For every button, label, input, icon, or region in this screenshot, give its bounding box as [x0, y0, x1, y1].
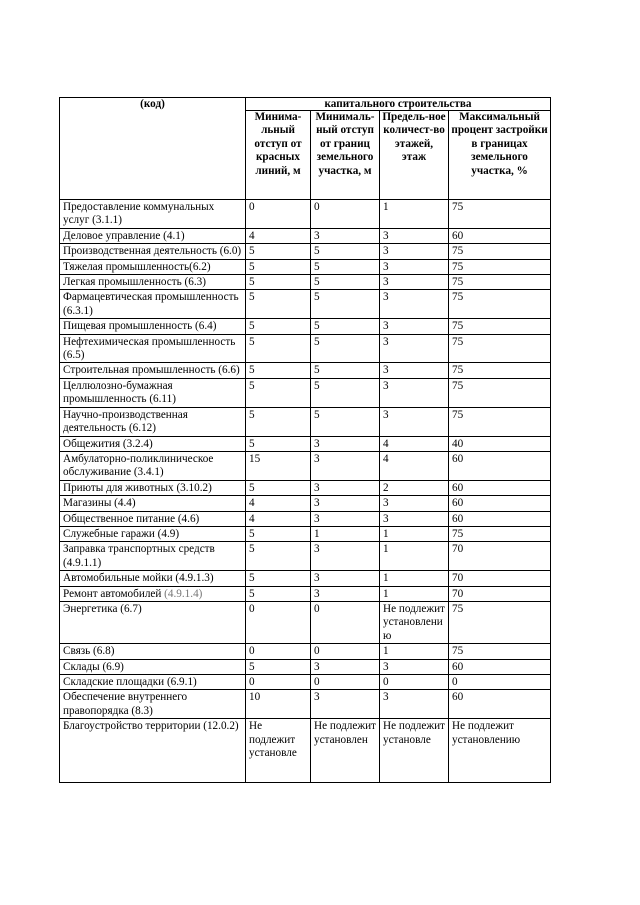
cell-coverage: Не подлежит установлению	[449, 719, 551, 783]
cell-red-line-setback: 5	[246, 319, 311, 334]
row-name: Пищевая промышленность (6.4)	[60, 319, 246, 334]
cell-red-line-setback: 5	[246, 659, 311, 674]
cell-boundary-setback: 5	[311, 378, 380, 407]
cell-floors: 3	[380, 659, 449, 674]
cell-coverage: 75	[449, 334, 551, 363]
cell-boundary-setback: 3	[311, 571, 380, 586]
table-row	[60, 407, 551, 436]
cell-floors: 3	[380, 275, 449, 290]
table-row	[60, 319, 551, 334]
cell-floors: 3	[380, 363, 449, 378]
cell-boundary-setback: 3	[311, 659, 380, 674]
cell-red-line-setback: 15	[246, 451, 311, 480]
cell-boundary-setback: 0	[311, 644, 380, 659]
cell-floors: 4	[380, 436, 449, 451]
cell-red-line-setback: 4	[246, 496, 311, 511]
cell-floors: 3	[380, 334, 449, 363]
cell-boundary-setback: 3	[311, 228, 380, 243]
row-name: Строительная промышленность (6.6)	[60, 363, 246, 378]
row-name	[60, 586, 246, 601]
cell-coverage: 75	[449, 363, 551, 378]
cell-boundary-setback: 5	[311, 363, 380, 378]
cell-floors: 3	[380, 690, 449, 719]
table-row	[60, 334, 551, 363]
cell-boundary-setback: 3	[311, 586, 380, 601]
cell-floors: 3	[380, 319, 449, 334]
cell-red-line-setback: 5	[246, 290, 311, 319]
table-row	[60, 451, 551, 480]
cell-red-line-setback: 5	[246, 334, 311, 363]
cell-coverage: 75	[449, 407, 551, 436]
cell-boundary-setback: 5	[311, 244, 380, 259]
cell-boundary-setback: 5	[311, 319, 380, 334]
cell-coverage: 75	[449, 200, 551, 229]
cell-boundary-setback: 3	[311, 511, 380, 526]
regulations-table	[59, 97, 551, 783]
header-group-row	[60, 98, 551, 111]
cell-boundary-setback: 5	[311, 407, 380, 436]
table-row	[60, 526, 551, 541]
row-name: Склады (6.9)	[60, 659, 246, 674]
row-name: Приюты для животных (3.10.2)	[60, 480, 246, 495]
cell-boundary-setback: Не подлежит установлен	[311, 719, 380, 783]
row-name: Связь (6.8)	[60, 644, 246, 659]
cell-floors: 1	[380, 571, 449, 586]
cell-red-line-setback: 5	[246, 259, 311, 274]
cell-coverage: 60	[449, 228, 551, 243]
cell-boundary-setback: 0	[311, 675, 380, 690]
cell-red-line-setback: 5	[246, 526, 311, 541]
cell-boundary-setback: 3	[311, 690, 380, 719]
cell-floors: 1	[380, 526, 449, 541]
cell-red-line-setback: 5	[246, 275, 311, 290]
cell-coverage: 60	[449, 659, 551, 674]
cell-coverage: 75	[449, 526, 551, 541]
cell-coverage: 75	[449, 244, 551, 259]
cell-floors: Не подлежит установле	[380, 719, 449, 783]
cell-coverage: 70	[449, 542, 551, 571]
cell-red-line-setback: 10	[246, 690, 311, 719]
cell-coverage: 60	[449, 511, 551, 526]
cell-boundary-setback: 1	[311, 526, 380, 541]
table-row	[60, 228, 551, 243]
row-name: Энергетика (6.7)	[60, 601, 246, 643]
column-header-boundary-setback: Минималь-ный отступ от границ земельного участка, м	[311, 111, 380, 200]
cell-red-line-setback: 5	[246, 407, 311, 436]
row-name: Амбулаторно-поликлиническое обслуживание (3.4.1)	[60, 451, 246, 480]
row-name: Общежития (3.2.4)	[60, 436, 246, 451]
cell-floors: 1	[380, 644, 449, 659]
row-name: Общественное питание (4.6)	[60, 511, 246, 526]
cell-coverage: 75	[449, 259, 551, 274]
cell-red-line-setback: 0	[246, 200, 311, 229]
table-row	[60, 542, 551, 571]
cell-floors: Не подлежит установлению	[380, 601, 449, 643]
cell-boundary-setback: 3	[311, 496, 380, 511]
table-row	[60, 200, 551, 229]
table-row	[60, 363, 551, 378]
row-name: Предоставление коммунальных услуг (3.1.1)	[60, 200, 246, 229]
cell-red-line-setback: 0	[246, 675, 311, 690]
cell-red-line-setback: 5	[246, 586, 311, 601]
row-name: Магазины (4.4)	[60, 496, 246, 511]
cell-boundary-setback: 3	[311, 451, 380, 480]
cell-coverage: 40	[449, 436, 551, 451]
table-row	[60, 275, 551, 290]
cell-coverage: 60	[449, 496, 551, 511]
group-header: капитального строительства	[246, 98, 551, 111]
cell-floors: 4	[380, 451, 449, 480]
cell-coverage: 0	[449, 675, 551, 690]
cell-red-line-setback: 5	[246, 436, 311, 451]
cell-boundary-setback: 3	[311, 436, 380, 451]
cell-coverage: 75	[449, 644, 551, 659]
cell-coverage: 75	[449, 290, 551, 319]
cell-floors: 2	[380, 480, 449, 495]
table-row	[60, 719, 551, 783]
cell-red-line-setback: 5	[246, 378, 311, 407]
cell-coverage: 60	[449, 690, 551, 719]
cell-coverage: 70	[449, 586, 551, 601]
row-name: Легкая промышленность (6.3)	[60, 275, 246, 290]
cell-boundary-setback: 0	[311, 601, 380, 643]
cell-floors: 3	[380, 259, 449, 274]
table-row	[60, 586, 551, 601]
cell-boundary-setback: 5	[311, 290, 380, 319]
table-row	[60, 675, 551, 690]
cell-red-line-setback: 0	[246, 644, 311, 659]
row-name: Автомобильные мойки (4.9.1.3)	[60, 571, 246, 586]
cell-floors: 3	[380, 228, 449, 243]
row-name: Научно-производственная деятельность (6.12)	[60, 407, 246, 436]
cell-boundary-setback: 0	[311, 200, 380, 229]
cell-floors: 3	[380, 511, 449, 526]
cell-boundary-setback: 5	[311, 334, 380, 363]
table-row	[60, 259, 551, 274]
cell-floors: 3	[380, 378, 449, 407]
cell-coverage: 75	[449, 378, 551, 407]
cell-coverage: 60	[449, 451, 551, 480]
cell-red-line-setback: 5	[246, 363, 311, 378]
cell-coverage: 75	[449, 601, 551, 643]
cell-red-line-setback: 0	[246, 601, 311, 643]
table-row	[60, 378, 551, 407]
cell-red-line-setback: 5	[246, 571, 311, 586]
cell-boundary-setback: 5	[311, 259, 380, 274]
cell-floors: 1	[380, 542, 449, 571]
row-name: Деловое управление (4.1)	[60, 228, 246, 243]
table-row	[60, 601, 551, 643]
code-column-header: (код)	[60, 98, 246, 200]
table-row	[60, 436, 551, 451]
cell-coverage: 75	[449, 319, 551, 334]
table-row	[60, 480, 551, 495]
column-header-floors: Предель-ное количест-во этажей, этаж	[380, 111, 449, 200]
row-name: Нефтехимическая промышленность (6.5)	[60, 334, 246, 363]
table-row	[60, 571, 551, 586]
cell-red-line-setback: 5	[246, 244, 311, 259]
table-row	[60, 511, 551, 526]
cell-floors: 3	[380, 407, 449, 436]
row-name: Фармацевтическая промышленность (6.3.1)	[60, 290, 246, 319]
cell-boundary-setback: 3	[311, 542, 380, 571]
cell-red-line-setback: 4	[246, 228, 311, 243]
row-name: Целлюлозно-бумажная промышленность (6.11)	[60, 378, 246, 407]
table-row	[60, 496, 551, 511]
cell-floors: 3	[380, 244, 449, 259]
cell-boundary-setback: 3	[311, 480, 380, 495]
cell-coverage: 75	[449, 275, 551, 290]
row-name: Благоустройство территории (12.0.2)	[60, 719, 246, 783]
column-header-coverage: Максимальный процент застройки в границах земельного участка, %	[449, 111, 551, 200]
row-name: Тяжелая промышленность(6.2)	[60, 259, 246, 274]
cell-coverage: 70	[449, 571, 551, 586]
row-name: Обеспечение внутреннего правопорядка (8.3)	[60, 690, 246, 719]
row-name-main: Ремонт автомобилей	[63, 587, 165, 600]
column-header-red-line-setback: Минима-льный отступ от красных линий, м	[246, 111, 311, 200]
row-name: Служебные гаражи (4.9)	[60, 526, 246, 541]
row-name-ref: (4.9.1.4)	[164, 587, 203, 600]
cell-boundary-setback: 5	[311, 275, 380, 290]
table-row	[60, 659, 551, 674]
cell-red-line-setback: Не подлежит установле	[246, 719, 311, 783]
cell-red-line-setback: 5	[246, 542, 311, 571]
row-name: Заправка транспортных средств (4.9.1.1)	[60, 542, 246, 571]
table-row	[60, 290, 551, 319]
cell-floors: 0	[380, 675, 449, 690]
table-row	[60, 644, 551, 659]
row-name: Производственная деятельность (6.0)	[60, 244, 246, 259]
cell-red-line-setback: 4	[246, 511, 311, 526]
cell-red-line-setback: 5	[246, 480, 311, 495]
cell-floors: 1	[380, 200, 449, 229]
cell-floors: 1	[380, 586, 449, 601]
cell-floors: 3	[380, 290, 449, 319]
table-row	[60, 244, 551, 259]
cell-coverage: 60	[449, 480, 551, 495]
table-row	[60, 690, 551, 719]
row-name: Складские площадки (6.9.1)	[60, 675, 246, 690]
cell-floors: 3	[380, 496, 449, 511]
